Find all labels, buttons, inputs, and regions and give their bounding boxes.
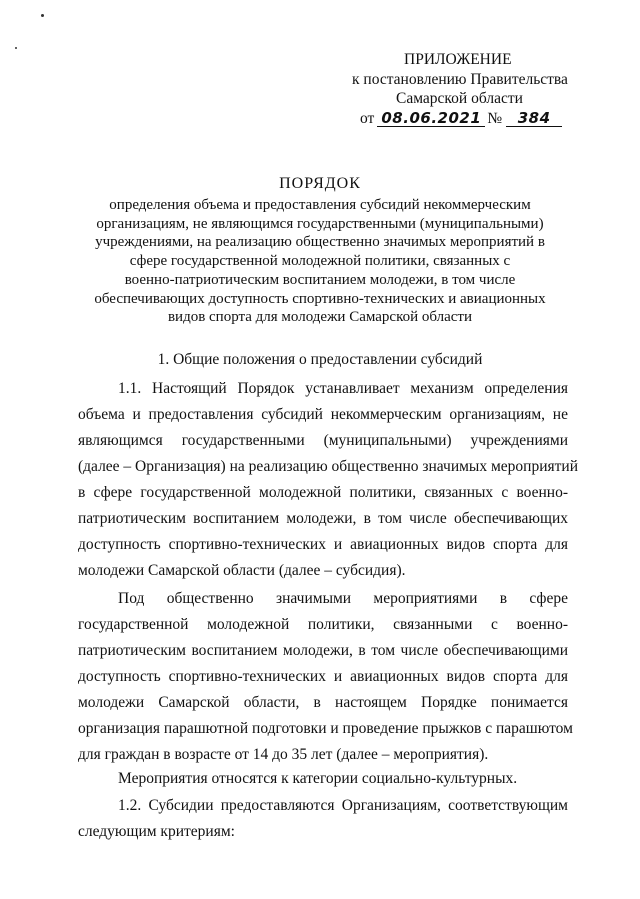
subtitle-line: обеспечивающих доступность спортивно-технических и авиационных: [94, 290, 546, 307]
subtitle-line: видов спорта для молодежи Самарской области: [167, 309, 473, 326]
subtitle-line: определения объема и предоставления субсидий некоммерческим: [109, 197, 531, 213]
text-line: 1.1. Настоящий Порядок устанавливает механизм определения: [118, 380, 568, 397]
text-line: для граждан в возрасте от 14 до 35 лет (далее – мероприятия).: [78, 746, 489, 763]
paragraph-1-2: [78, 793, 568, 845]
text-line: организация парашютной подготовки и проведение прыжков с парашютом: [78, 720, 573, 737]
appendix-date-row: [352, 109, 602, 129]
subtitle-line: сфере государственной молодежной политики, связанных с: [129, 253, 511, 270]
scan-speck: [41, 14, 44, 17]
text-line: государственной молодежной политики, связанными с военно-: [78, 616, 568, 633]
document-title: ПОРЯДОК: [279, 175, 361, 192]
text-line: объема и предоставления субсидий некоммерческим организациям, не: [78, 406, 568, 423]
paragraph-events-definition: [78, 586, 573, 768]
text-line: доступность спортивно-технических и авиационных видов спорта для: [78, 536, 568, 553]
text-line: патриотическим воспитанием молодежи, в том числе обеспечивающих: [78, 510, 568, 527]
scan-speck: [15, 47, 17, 49]
text-line: патриотическим воспитанием молодежи, в том числе обеспечивающими: [78, 642, 568, 659]
text-line: 1.2. Субсидии предоставляются Организациям, соответствующим: [118, 797, 568, 814]
text-line: в сфере государственной молодежной политики, связанных с военно-: [78, 484, 568, 501]
appendix-title: ПРИЛОЖЕНИЕ: [404, 51, 512, 68]
paragraph-events-category: [78, 766, 568, 792]
text-line: (далее – Организация) на реализацию общественно значимых мероприятий: [78, 458, 578, 475]
text-line: молодежи Самарской области (далее – субсидия).: [78, 562, 406, 579]
text-line: Мероприятия относятся к категории социально-культурных.: [118, 770, 518, 787]
appendix-block: [352, 50, 602, 128]
appendix-prefix: от: [360, 109, 375, 127]
text-line: следующим критериям:: [78, 823, 235, 840]
text-line: молодежи Самарской области, в настоящем Порядке понимается: [78, 694, 568, 711]
appendix-line-2: Самарской области: [396, 90, 523, 107]
text-line: доступность спортивно-технических и авиационных видов спорта для: [78, 668, 568, 685]
paragraph-1-1: [78, 376, 578, 584]
appendix-line-1: к постановлению Правительства: [352, 70, 568, 88]
document-subtitle: [70, 196, 570, 327]
text-line: Под общественно значимыми мероприятиями в сфере: [118, 590, 568, 607]
subtitle-line: учреждениями, на реализацию общественно значимых мероприятий в: [95, 234, 545, 251]
appendix-number-handwritten: 384: [506, 110, 562, 127]
subtitle-line: военно-патриотическим воспитанием молодежи, в том числе: [124, 271, 516, 288]
section-heading: 1. Общие положения о предоставлении субсидий: [157, 351, 483, 368]
appendix-number-sign: №: [487, 109, 503, 127]
text-line: являющимся государственными (муниципальными) учреждениями: [78, 432, 568, 449]
subtitle-line: организациям, не являющимся государственными (муниципальными): [96, 215, 544, 232]
appendix-date-handwritten: 08.06.2021: [377, 110, 485, 127]
